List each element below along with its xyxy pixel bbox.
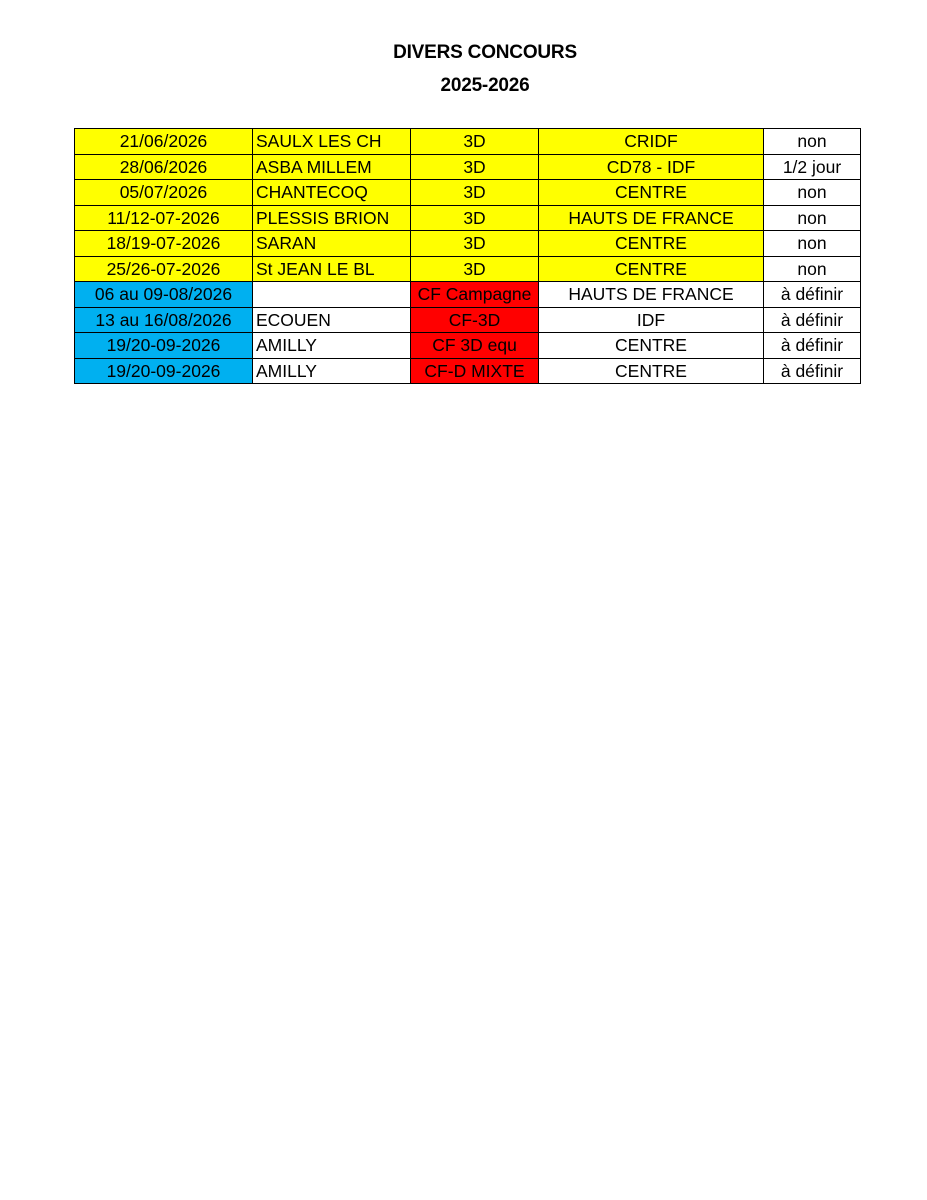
place-cell: CHANTECOQ	[253, 180, 411, 206]
document-header	[0, 36, 927, 102]
region-cell: HAUTS DE FRANCE	[539, 282, 764, 308]
table-row	[75, 282, 861, 308]
type-cell: CF Campagne	[411, 282, 539, 308]
region-cell: CENTRE	[539, 358, 764, 384]
type-cell: 3D	[411, 231, 539, 257]
season-label: 2025-2026	[440, 75, 530, 96]
place-cell: ECOUEN	[253, 307, 411, 333]
region-cell: HAUTS DE FRANCE	[539, 205, 764, 231]
table-row	[75, 154, 861, 180]
date-cell: 19/20-09-2026	[75, 333, 253, 359]
date-cell: 11/12-07-2026	[75, 205, 253, 231]
status-cell: à définir	[764, 282, 861, 308]
type-cell: CF-D MIXTE	[411, 358, 539, 384]
date-cell: 28/06/2026	[75, 154, 253, 180]
place-cell: ASBA MILLEM	[253, 154, 411, 180]
date-cell: 13 au 16/08/2026	[75, 307, 253, 333]
date-cell: 06 au 09-08/2026	[75, 282, 253, 308]
type-cell: 3D	[411, 154, 539, 180]
region-cell: CENTRE	[539, 256, 764, 282]
region-cell: CENTRE	[539, 333, 764, 359]
type-cell: CF 3D equ	[411, 333, 539, 359]
region-cell: CENTRE	[539, 231, 764, 257]
type-cell: 3D	[411, 129, 539, 155]
date-cell: 21/06/2026	[75, 129, 253, 155]
place-cell: St JEAN LE BL	[253, 256, 411, 282]
competition-schedule-table	[74, 128, 861, 384]
table-row	[75, 180, 861, 206]
type-cell: 3D	[411, 256, 539, 282]
document-title: DIVERS CONCOURS	[393, 42, 577, 63]
place-cell: AMILLY	[253, 333, 411, 359]
table-row	[75, 358, 861, 384]
table-row	[75, 256, 861, 282]
place-cell: AMILLY	[253, 358, 411, 384]
status-cell: non	[764, 231, 861, 257]
place-cell	[253, 282, 411, 308]
date-cell: 18/19-07-2026	[75, 231, 253, 257]
region-cell: CD78 - IDF	[539, 154, 764, 180]
place-cell: PLESSIS BRION	[253, 205, 411, 231]
table-row	[75, 129, 861, 155]
table-row	[75, 231, 861, 257]
region-cell: IDF	[539, 307, 764, 333]
region-cell: CENTRE	[539, 180, 764, 206]
status-cell: non	[764, 256, 861, 282]
table-row	[75, 205, 861, 231]
place-cell: SAULX LES CH	[253, 129, 411, 155]
status-cell: non	[764, 205, 861, 231]
status-cell: à définir	[764, 333, 861, 359]
date-cell: 19/20-09-2026	[75, 358, 253, 384]
type-cell: 3D	[411, 180, 539, 206]
status-cell: non	[764, 129, 861, 155]
date-cell: 25/26-07-2026	[75, 256, 253, 282]
status-cell: 1/2 jour	[764, 154, 861, 180]
type-cell: 3D	[411, 205, 539, 231]
status-cell: à définir	[764, 307, 861, 333]
table-row	[75, 333, 861, 359]
status-cell: à définir	[764, 358, 861, 384]
table-row	[75, 307, 861, 333]
status-cell: non	[764, 180, 861, 206]
type-cell: CF-3D	[411, 307, 539, 333]
place-cell: SARAN	[253, 231, 411, 257]
region-cell: CRIDF	[539, 129, 764, 155]
date-cell: 05/07/2026	[75, 180, 253, 206]
